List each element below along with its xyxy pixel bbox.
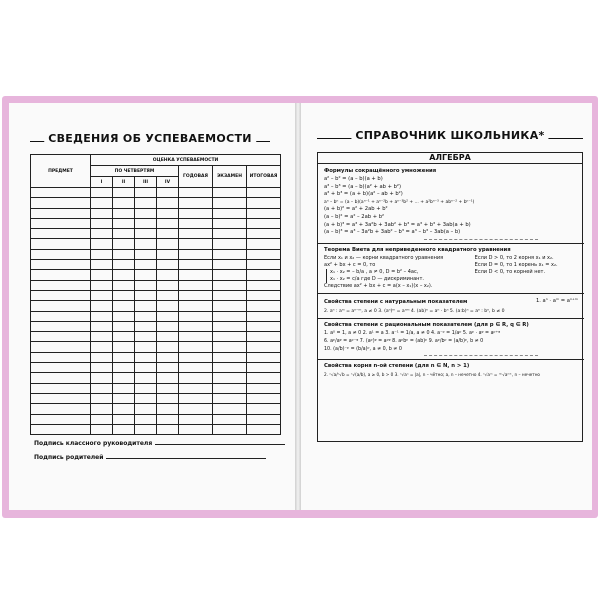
grade-cell[interactable] [31,249,91,259]
formula: a³ – b³ = (a – b)(a² + ab + b²) [324,183,402,190]
grade-row [31,342,281,352]
grade-cell[interactable] [113,188,135,198]
grade-cell[interactable] [179,404,213,414]
grade-cell[interactable] [247,424,281,434]
grade-cell[interactable] [31,208,91,218]
grade-cell[interactable] [213,342,247,352]
grade-cell[interactable] [157,321,179,331]
grade-cell[interactable] [31,301,91,311]
grade-cell[interactable] [213,280,247,290]
teacher-signature: Подпись классного руководителя [34,440,285,447]
grade-cell[interactable] [135,280,157,290]
grade-cell[interactable] [157,208,179,218]
grade-cell[interactable] [135,249,157,259]
grade-row [31,383,281,393]
grade-cell[interactable] [135,290,157,300]
grade-cell[interactable] [31,280,91,290]
grade-cell[interactable] [113,229,135,239]
grade-cell[interactable] [31,393,91,403]
grade-cell[interactable] [247,260,281,270]
grade-cell[interactable] [157,383,179,393]
grade-cell[interactable] [247,404,281,414]
grade-cell[interactable] [113,414,135,424]
grade-row [31,208,281,218]
grade-cell[interactable] [31,363,91,373]
final-header: ИТОГОВАЯ [247,166,281,188]
grade-cell[interactable] [179,229,213,239]
grade-cell[interactable] [247,218,281,228]
grade-cell[interactable] [135,229,157,239]
grade-cell[interactable] [91,393,113,403]
grade-cell[interactable] [91,218,113,228]
grade-cell[interactable] [91,332,113,342]
grade-cell[interactable] [157,301,179,311]
grade-cell[interactable] [31,188,91,198]
grade-cell[interactable] [113,249,135,259]
grade-row [31,393,281,403]
nat-heading-row: Свойства степени с натуральным показателем 1. aⁿ · aᵐ = aⁿ⁺ᵐ [324,297,578,305]
parents-signature-line[interactable] [106,458,266,459]
grade-cell[interactable] [91,239,113,249]
grade-cell[interactable] [179,414,213,424]
grade-cell[interactable] [157,198,179,208]
grade-cell[interactable] [113,198,135,208]
grade-row [31,218,281,228]
grade-cell[interactable] [247,249,281,259]
grade-cell[interactable] [157,270,179,280]
grade-cell[interactable] [91,188,113,198]
grade-cell[interactable] [213,404,247,414]
teacher-signature-line[interactable] [155,444,285,445]
grade-cell[interactable] [135,208,157,218]
grade-cell[interactable] [91,352,113,362]
grade-cell[interactable] [179,363,213,373]
grade-cell[interactable] [31,239,91,249]
grade-cell[interactable] [179,188,213,198]
grade-cell[interactable] [91,414,113,424]
grade-cell[interactable] [247,301,281,311]
grade-cell[interactable] [157,332,179,342]
reference-title: СПРАВОЧНИК ШКОЛЬНИКА* [317,129,583,147]
grade-cell[interactable] [213,301,247,311]
grade-cell[interactable] [31,229,91,239]
vieta-heading: Теорема Виета для неприведенного квадратного уравнения [324,246,511,253]
grade-cell[interactable] [157,404,179,414]
grade-cell[interactable] [213,198,247,208]
grade-cell[interactable] [247,383,281,393]
grade-cell[interactable] [157,260,179,270]
grade-cell[interactable] [113,424,135,434]
grade-cell[interactable] [91,363,113,373]
grade-cell[interactable] [135,301,157,311]
grade-cell[interactable] [91,290,113,300]
quarter-4-header: IV [157,177,179,188]
grade-cell[interactable] [247,280,281,290]
annual-header: ГОДОВАЯ [179,166,213,188]
grade-cell[interactable] [91,229,113,239]
grade-cell[interactable] [247,321,281,331]
grade-cell[interactable] [135,260,157,270]
grade-row [31,373,281,383]
grade-cell[interactable] [91,373,113,383]
grade-cell[interactable] [113,342,135,352]
grade-cell[interactable] [157,218,179,228]
grade-cell[interactable] [31,270,91,280]
grade-cell[interactable] [157,188,179,198]
grade-cell[interactable] [213,311,247,321]
grade-cell[interactable] [113,332,135,342]
grade-cell[interactable] [31,260,91,270]
formula: (a + b)² = a² + 2ab + b² [324,206,388,213]
grade-cell[interactable] [91,249,113,259]
grades-table [30,154,281,435]
grade-cell[interactable] [135,414,157,424]
grade-cell[interactable] [91,280,113,290]
grade-row [31,198,281,208]
grade-cell[interactable] [213,270,247,280]
grade-cell[interactable] [31,342,91,352]
grade-cell[interactable] [91,301,113,311]
grade-cell[interactable] [179,280,213,290]
grade-cell[interactable] [31,424,91,434]
grade-cell[interactable] [135,198,157,208]
rat-properties: 1. a⁰ = 1, a ≠ 0 2. a¹ = a 3. a⁻¹ = 1/a, a ≠ 0 4. a⁻ᵖ = 1/aᵖ 5. aᵖ · aᵠ = aᵖ⁺ᵠ [324,331,501,337]
grade-row [31,414,281,424]
grade-cell[interactable] [213,373,247,383]
grade-cell[interactable] [213,424,247,434]
grade-cell[interactable] [157,280,179,290]
grade-cell[interactable] [157,311,179,321]
grade-cell[interactable] [213,332,247,342]
grade-cell[interactable] [135,311,157,321]
grade-row [31,352,281,362]
quarter-2-header: II [113,177,135,188]
grade-cell[interactable] [213,383,247,393]
grade-cell[interactable] [179,301,213,311]
grade-cell[interactable] [135,332,157,342]
grade-cell[interactable] [113,260,135,270]
grade-cell[interactable] [113,383,135,393]
formula: a³ + b³ = (a + b)(a² – ab + b²) [324,191,403,198]
grade-cell[interactable] [247,342,281,352]
grade-cell[interactable] [213,218,247,228]
grade-cell[interactable] [31,290,91,300]
grade-cell[interactable] [135,239,157,249]
grade-cell[interactable] [31,311,91,321]
grade-cell[interactable] [179,270,213,280]
grade-cell[interactable] [213,188,247,198]
rat-properties: 10. (a/b)⁻ᵖ = (b/a)ᵖ, a ≠ 0, b ≠ 0 [324,346,402,352]
grade-cell[interactable] [247,290,281,300]
formula: (a – b)³ = a³ – 3a²b + 3ab² – b³ = a³ – b³ – 3ab(a – b) [324,229,461,236]
grade-cell[interactable] [157,342,179,352]
grade-cell[interactable] [179,208,213,218]
grade-cell[interactable] [213,321,247,331]
grade-cell[interactable] [113,270,135,280]
vieta-block: Если x₁ и x₂ — корни квадратного уравнения ax² + bx + c = 0, то x₁ · x₂ = – b/a , a ≠ 0, D = b² – 4ac, x₁ · x₂ = c/a где D — дискриминант. Следствие ax² + bx + c = a(x – x₁)(x – x₂). Если D > 0, то 2 корня x₁ и x₂. Если D = 0, то 1 корень x₁ = x₂. Если D < 0, то корней нет. [324,254,558,289]
grade-cell[interactable] [135,270,157,280]
grade-cell[interactable] [31,332,91,342]
grade-cell[interactable] [113,373,135,383]
algebra-frame [317,152,583,442]
grade-row [31,290,281,300]
grade-cell[interactable] [91,208,113,218]
grade-cell[interactable] [31,352,91,362]
grade-cell[interactable] [247,363,281,373]
notebook-spine [295,103,301,510]
grade-cell[interactable] [31,198,91,208]
grade-cell[interactable] [135,373,157,383]
grade-cell[interactable] [113,301,135,311]
grade-cell[interactable] [135,383,157,393]
grade-cell[interactable] [247,352,281,362]
grade-row [31,188,281,198]
grade-cell[interactable] [179,424,213,434]
grade-cell[interactable] [135,404,157,414]
grade-cell[interactable] [113,218,135,228]
grade-cell[interactable] [113,290,135,300]
grade-cell[interactable] [247,208,281,218]
grades-title: СВЕДЕНИЯ ОБ УСПЕВАЕМОСТИ [30,132,270,150]
parents-signature: Подпись родителей [34,454,266,461]
grade-cell[interactable] [91,198,113,208]
grade-row [31,270,281,280]
grade-cell[interactable] [179,260,213,270]
grade-cell[interactable] [157,229,179,239]
grade-cell[interactable] [247,198,281,208]
grade-cell[interactable] [31,373,91,383]
grade-cell[interactable] [91,404,113,414]
grade-cell[interactable] [31,321,91,331]
grade-cell[interactable] [135,352,157,362]
grade-cell[interactable] [213,239,247,249]
grade-cell[interactable] [213,393,247,403]
grade-cell[interactable] [91,270,113,280]
grade-cell[interactable] [247,270,281,280]
grade-cell[interactable] [213,249,247,259]
grade-row [31,249,281,259]
grade-cell[interactable] [179,290,213,300]
grade-cell[interactable] [247,332,281,342]
grade-row [31,280,281,290]
exam-header: ЭКЗАМЕН [213,166,247,188]
grade-cell[interactable] [179,393,213,403]
grade-cell[interactable] [179,311,213,321]
grade-row [31,229,281,239]
grade-cell[interactable] [157,239,179,249]
subject-header: ПРЕДМЕТ [31,155,91,188]
grade-cell[interactable] [179,352,213,362]
grade-cell[interactable] [91,311,113,321]
grade-cell[interactable] [91,342,113,352]
grade-cell[interactable] [113,311,135,321]
grade-cell[interactable] [135,342,157,352]
root-properties: 2. ⁿ√a/ⁿ√b = ⁿ√(a/b), a ≥ 0, b > 0 3. ⁿ√aⁿ = |a|, n – чётно; a, n – нечетно 4. ⁿ√aᵐ = ⁿᵏ√aᵐᵏ, n – нечетно [324,372,540,378]
grade-row [31,301,281,311]
grade-cell[interactable] [157,290,179,300]
grade-cell[interactable] [135,393,157,403]
grade-cell[interactable] [179,321,213,331]
grade-cell[interactable] [213,352,247,362]
grade-row [31,332,281,342]
grade-cell[interactable] [247,311,281,321]
grade-cell[interactable] [113,404,135,414]
grade-cell[interactable] [247,414,281,424]
rat-properties: 6. aᵖ/aᵠ = aᵖ⁻ᵠ 7. (aᵖ)ᵠ = aᵖᵠ 8. aᵖbᵖ = (ab)ᵖ 9. aᵖ/bᵖ = (a/b)ᵖ, b ≠ 0 [324,338,484,344]
grade-cell[interactable] [213,208,247,218]
grade-cell[interactable] [157,414,179,424]
grade-cell[interactable] [213,290,247,300]
formula: aⁿ – bⁿ = (a – b)(aⁿ⁻¹ + aⁿ⁻²b + aⁿ⁻³b² + ... + a²bⁿ⁻³ + abⁿ⁻² + bⁿ⁻¹) [324,199,475,205]
grade-cell[interactable] [179,249,213,259]
formula: a² – b² = (a – b)(a + b) [324,176,383,182]
grade-cell[interactable] [31,414,91,424]
grade-cell[interactable] [179,218,213,228]
grade-cell[interactable] [135,321,157,331]
grade-cell[interactable] [135,363,157,373]
grade-cell[interactable] [135,424,157,434]
grade-cell[interactable] [179,383,213,393]
grade-cell[interactable] [213,414,247,424]
grade-cell[interactable] [157,424,179,434]
grade-row [31,424,281,434]
quarters-header: ПО ЧЕТВЕРТЯМ [91,166,179,177]
grade-cell[interactable] [113,239,135,249]
grade-cell[interactable] [113,352,135,362]
grade-row [31,363,281,373]
grade-cell[interactable] [179,332,213,342]
grade-row [31,239,281,249]
grade-row [31,311,281,321]
formula: (a + b)³ = a³ + 3a²b + 3ab² + b³ = a³ + b³ + 3ab(a + b) [324,221,471,228]
grade-cell[interactable] [157,363,179,373]
grade-cell[interactable] [247,239,281,249]
grade-cell[interactable] [91,321,113,331]
quarter-3-header: III [135,177,157,188]
grade-cell[interactable] [31,218,91,228]
grade-cell[interactable] [179,239,213,249]
grade-cell[interactable] [157,393,179,403]
root-heading: Свойства корня n-ой степени (для n ∈ N, n > 1) [324,363,470,370]
grade-cell[interactable] [157,249,179,259]
grade-cell[interactable] [157,373,179,383]
quarter-1-header: I [91,177,113,188]
grade-cell[interactable] [31,383,91,393]
grade-cell[interactable] [91,383,113,393]
grade-cell[interactable] [135,188,157,198]
grade-cell[interactable] [179,198,213,208]
grade-cell[interactable] [113,363,135,373]
grade-cell[interactable] [31,404,91,414]
grade-cell[interactable] [247,393,281,403]
grade-cell[interactable] [247,373,281,383]
grade-cell[interactable] [213,229,247,239]
algebra-heading: АЛГЕБРА [318,153,582,164]
rat-heading: Свойства степени с рациональным показателем (для p ∈ R, q ∈ R) [324,322,529,329]
grade-cell[interactable] [91,424,113,434]
grade-cell[interactable] [179,342,213,352]
grade-cell[interactable] [113,321,135,331]
grade-cell[interactable] [135,218,157,228]
grade-row [31,260,281,270]
grade-cell[interactable] [113,208,135,218]
grade-cell[interactable] [213,260,247,270]
formula: (a – b)² = a² – 2ab + b² [324,213,385,220]
grade-cell[interactable] [157,352,179,362]
grade-cell[interactable] [213,363,247,373]
grade-row [31,321,281,331]
grades-header: ОЦЕНКА УСПЕВАЕМОСТИ [91,155,281,166]
grade-cell[interactable] [113,393,135,403]
grade-cell[interactable] [247,188,281,198]
abbr-heading: Формулы сокращённого умножения [324,168,437,174]
grade-cell[interactable] [113,280,135,290]
grade-cell[interactable] [179,373,213,383]
grade-cell[interactable] [91,260,113,270]
grade-cell[interactable] [247,229,281,239]
nat-properties: 2. aⁿ : aᵐ = aⁿ⁻ᵐ, a ≠ 0 3. (aⁿ)ᵐ = aⁿᵐ 4. (ab)ⁿ = aⁿ · bⁿ 5. (a:b)ⁿ = aⁿ : bⁿ, b ≠ 0 [324,308,505,314]
grade-row [31,404,281,414]
